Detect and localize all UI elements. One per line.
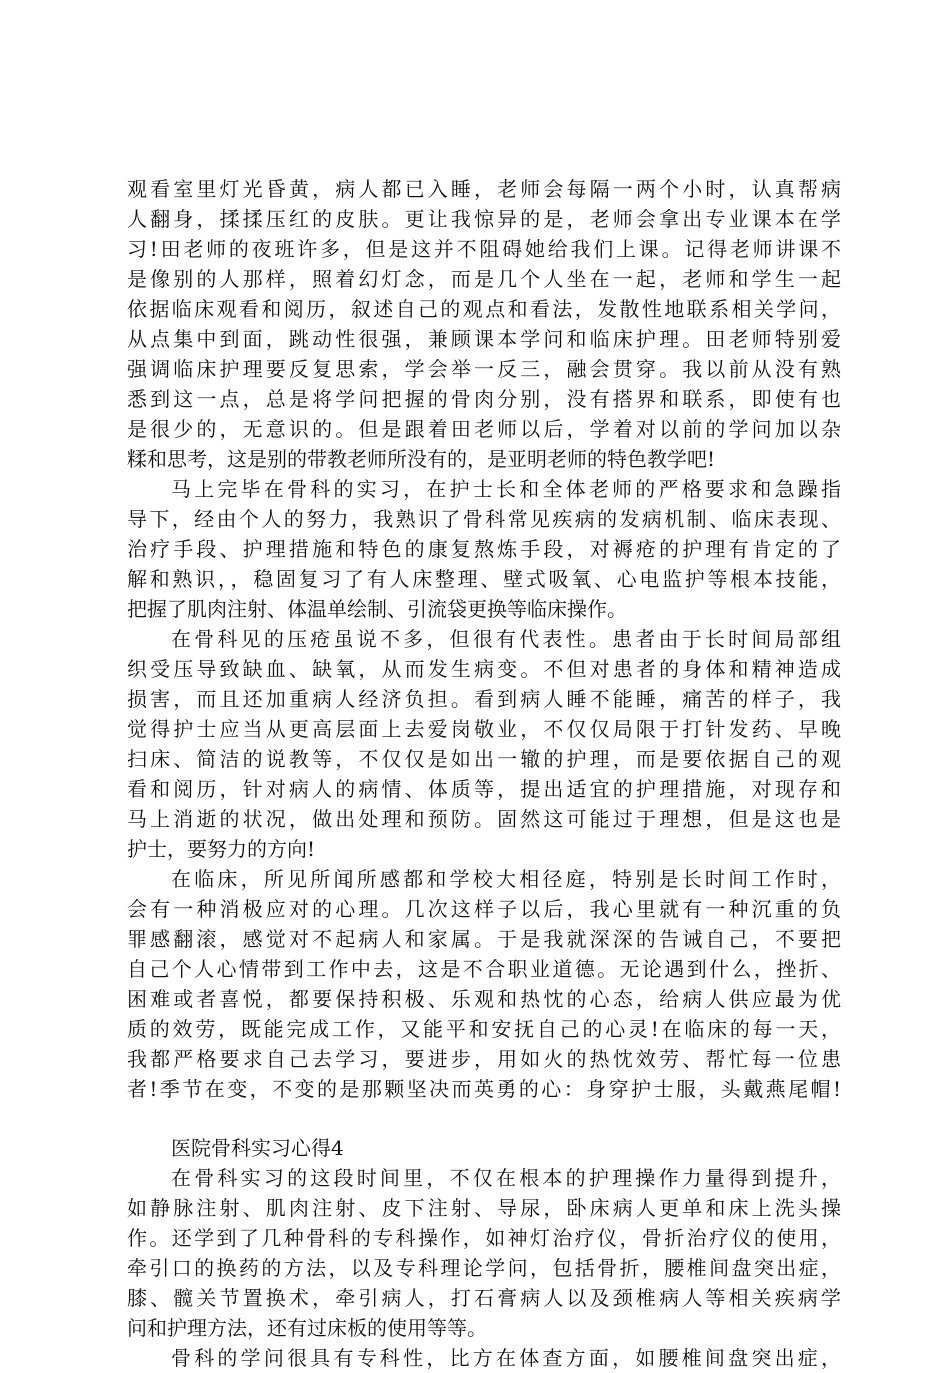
text-line: 人翻身，揉揉压红的皮肤。更让我惊异的是，老师会拿出专业课本在学: [127, 207, 841, 231]
text-line: 觉得护士应当从更高层面上去爱岗敬业，不仅仅局限于打针发药、早晚: [127, 717, 841, 741]
text-line: 困难或者喜悦，都要保持积极、乐观和热忱的心态，给病人供应最为优: [127, 987, 841, 1011]
text-line: 我都严格要求自己去学习，要进步，用如火的热忱效劳、帮忙每一位患: [127, 1047, 841, 1071]
text-line: 强调临床护理要反复思索，学会举一反三，融会贯穿。我以前从没有熟: [127, 357, 841, 381]
text-line: 依据临床观看和阅历，叙述自己的观点和看法，发散性地联系相关学问，: [127, 297, 841, 321]
section-heading: 医院骨科实习心得4: [171, 1136, 344, 1160]
text-line: 导下，经由个人的努力，我熟识了骨科常见疾病的发病机制、临床表现、: [127, 507, 841, 531]
text-line: 织受压导致缺血、缺氧，从而发生病变。不但对患者的身体和精神造成: [127, 657, 841, 681]
section-spacer: [127, 1104, 841, 1133]
text-line: 问和护理方法，还有过床板的使用等等。: [127, 1316, 487, 1340]
text-line: 会有一种消极应对的心理。几次这样子以后，我心里就有一种沉重的负: [127, 897, 841, 921]
text-line: 在临床，所见所闻所感都和学校大相径庭，特别是长时间工作时，: [171, 867, 841, 891]
text-line: 解和熟识，，稳固复习了有人床整理、壁式吸氧、心电监护等根本技能，: [127, 567, 841, 591]
paragraph-6: [127, 1343, 841, 1373]
text-line: 自己个人心情带到工作中去，这是不合职业道德。无论遇到什么，挫折、: [127, 957, 841, 981]
text-line: 骨科的学问很具有专科性，比方在体查方面，如腰椎间盘突出症，: [171, 1346, 841, 1370]
text-line: 是很少的，无意识的。但是跟着田老师以后，学着对以前的学问加以杂: [127, 417, 841, 441]
document-body: [127, 174, 841, 1373]
paragraph-5: [127, 1163, 841, 1343]
text-line: 治疗手段、护理措施和特色的康复熬炼手段，对褥疮的护理有肯定的了: [127, 537, 841, 561]
text-line: 罪感翻滚，感觉对不起病人和家属。于是我就深深的告诫自己，不要把: [127, 927, 841, 951]
text-line: 悉到这一点，总是将学问把握的骨肉分别，没有搭界和联系，即使有也: [127, 387, 841, 411]
text-line: 看和阅历，针对病人的病情、体质等，提出适宜的护理措施，对现存和: [127, 777, 841, 801]
text-line: 马上完毕在骨科的实习，在护士长和全体老师的严格要求和急躁指: [171, 477, 841, 501]
text-line: 糅和思考，这是别的带教老师所没有的，是亚明老师的特色教学吧!: [127, 447, 716, 471]
text-line: 马上消逝的状况，做出处理和预防。固然这可能过于理想，但是这也是: [127, 807, 841, 831]
text-line: 质的效劳，既能完成工作，又能平和安抚自己的心灵!在临床的每一天，: [127, 1017, 841, 1041]
text-line: 是像别的人那样，照着幻灯念，而是几个人坐在一起，老师和学生一起: [127, 267, 841, 291]
text-line: 如静脉注射、肌肉注射、皮下注射、导尿，卧床病人更单和床上洗头操: [127, 1196, 841, 1220]
paragraph-2: [127, 474, 841, 624]
text-line: 在骨科实习的这段时间里，不仅在根本的护理操作力量得到提升，: [171, 1166, 841, 1190]
text-line: 作。还学到了几种骨科的专科操作，如神灯治疗仪，骨折治疗仪的使用，: [127, 1226, 841, 1250]
paragraph-4: [127, 864, 841, 1104]
text-line: 习!田老师的夜班许多，但是这并不阻碍她给我们上课。记得老师讲课不: [127, 237, 841, 261]
text-line: 观看室里灯光昏黄，病人都已入睡，老师会每隔一两个小时，认真帮病: [127, 177, 841, 201]
text-line: 损害，而且还加重病人经济负担。看到病人睡不能睡，痛苦的样子，我: [127, 687, 841, 711]
paragraph-1: [127, 174, 841, 474]
text-line: 膝、髋关节置换术，牵引病人，打石膏病人以及颈椎病人等相关疾病学: [127, 1286, 841, 1310]
text-line: 在骨科见的压疮虽说不多，但很有代表性。患者由于长时间局部组: [171, 627, 841, 651]
text-line: 护士，要努力的方向!: [127, 837, 316, 861]
text-line: 从点集中到面，跳动性很强，兼顾课本学问和临床护理。田老师特别爱: [127, 327, 841, 351]
text-line: 者!季节在变，不变的是那颗坚决而英勇的心：身穿护士服，头戴燕尾帽!: [127, 1077, 841, 1101]
paragraph-3: [127, 624, 841, 864]
text-line: 扫床、简洁的说教等，不仅仅是如出一辙的护理，而是要依据自己的观: [127, 747, 841, 771]
text-line: 把握了肌肉注射、体温单绘制、引流袋更换等临床操作。: [127, 597, 627, 621]
text-line: 牵引口的换药的方法，以及专科理论学问，包括骨折，腰椎间盘突出症，: [127, 1256, 841, 1280]
